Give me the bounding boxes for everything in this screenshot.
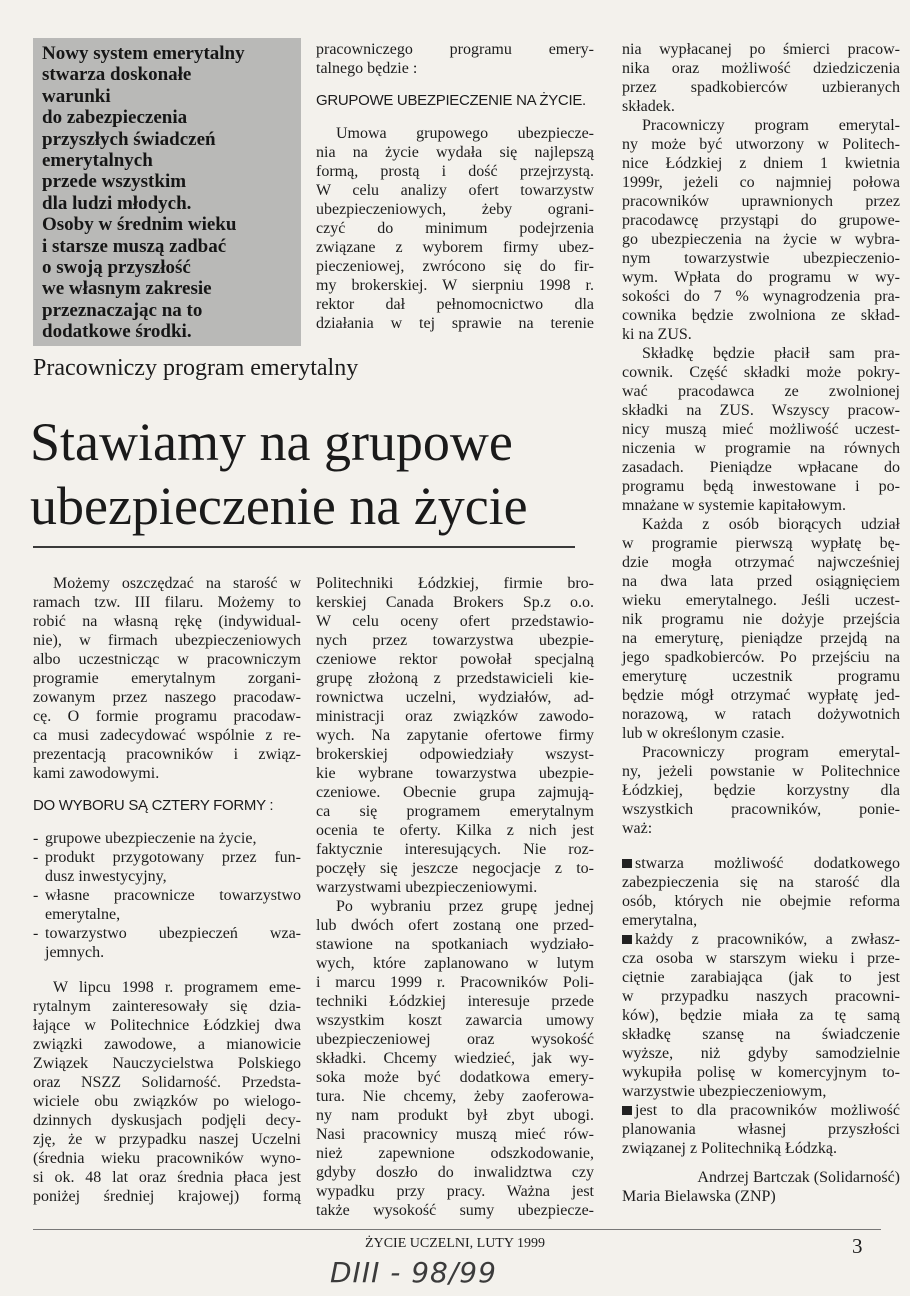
- text-line: cownik. Część składki może pokry-: [622, 364, 900, 381]
- text-line: ministracji oraz związków zawodo-: [316, 708, 594, 725]
- text-line: wykupiła polisę w komercyjnym to-: [622, 1064, 900, 1081]
- text-line: (średnia wieku pracowników wyno-: [33, 1150, 301, 1167]
- square-bullet-icon: [622, 859, 632, 868]
- highlight-line: o swoją przyszłość: [42, 257, 191, 279]
- text-line: [622, 1101, 900, 1120]
- text-line: nież zapewnione odszkodowanie,: [316, 1145, 594, 1162]
- text-line: pieczeniowej, zwrócono się do fir-: [316, 258, 594, 275]
- section-heading: DO WYBORU SĄ CZTERY FORMY :: [33, 797, 274, 814]
- bullet-item: [622, 1101, 900, 1158]
- text-line: formą, prostą i dość przejrzystą.: [316, 163, 594, 180]
- highlight-line: i starsze muszą zadbać: [42, 235, 227, 257]
- text-line: ny może być utworzony w Politech-: [622, 136, 900, 153]
- text-line: waż:: [622, 820, 653, 837]
- text-line: wym. Wpłata do programu w wy-: [622, 269, 900, 286]
- highlight-line: emerytalnych: [42, 150, 153, 172]
- text-line: nice Łódzkiej z dniem 1 kwietnia: [622, 155, 900, 172]
- publication-footer: ŻYCIE UCZELNI, LUTY 1999: [365, 1236, 545, 1251]
- text-line: norazową, w ratach dożywotnich: [622, 706, 900, 723]
- text-line: my brokerskiej. W sierpniu 1998 r.: [316, 277, 594, 294]
- text-line: wych. Na zapytanie ofertowe firmy: [316, 727, 594, 744]
- text-line: w przypadku naszych pracowni-: [622, 988, 900, 1005]
- text-line: ki na ZUS.: [622, 326, 692, 343]
- text-line: programu będą inwestowane i po-: [622, 478, 900, 495]
- text-line: ny nam produkt był zbyt ubogi.: [316, 1107, 594, 1124]
- text-line: nia wypłacanej po śmierci pracow-: [622, 41, 900, 58]
- text-line: dusz inwestycyjny,: [45, 868, 167, 885]
- paragraph: [622, 40, 900, 116]
- text-line: produkt przygotowany przez fun-: [45, 849, 301, 866]
- text-line: albo uczestnicząc w pracowniczym: [33, 651, 301, 668]
- text-line: wszystkich pracowników, ponie-: [622, 801, 900, 818]
- text-line: pracowniczego programu emery-: [316, 41, 594, 58]
- square-bullet-icon: [622, 935, 632, 944]
- text-line: cę. O formie programu pracodaw-: [33, 708, 301, 725]
- paragraph: [622, 515, 900, 743]
- text-line: rytalnym zainteresowały się dzia-: [33, 998, 301, 1015]
- text-line: warzystwami ubezpieczeniowymi.: [316, 879, 538, 896]
- highlight-line: we własnym zakresie: [42, 278, 212, 300]
- text-line: lub w określonym czasie.: [622, 725, 785, 742]
- text-line: faktycznie interesujących. Nie roz-: [316, 841, 594, 858]
- text-line: jemnych.: [45, 944, 105, 961]
- text-line: na dwa lata przed osiągnięciem: [622, 573, 900, 590]
- text-line: Andrzej Bartczak (Solidarność): [697, 1169, 900, 1186]
- text-line: grupę złożoną z przedstawicieli kie-: [316, 670, 594, 687]
- highlight-box: [33, 38, 301, 346]
- text-line: nicy muszą mieć możliwość uczest-: [622, 421, 900, 438]
- text-line: czeniowe rektor powołał specjalną: [316, 651, 594, 668]
- text-line: tura. Nie chcemy, żeby zaoferowa-: [316, 1088, 594, 1105]
- text-line: związane z wyborem firmy ubez-: [316, 239, 594, 256]
- handwritten-note: DIII - 98/99: [330, 1256, 497, 1289]
- list-dash: -: [33, 849, 39, 866]
- text-line: zję, że w przypadku naszej Uczelni: [33, 1131, 301, 1148]
- text: stwarza możliwość dodatkowego: [635, 855, 900, 872]
- text-line: talnego będzie :: [316, 60, 418, 77]
- text-line: łające w Politechnice Łódzkiej dwa: [33, 1017, 301, 1034]
- text-line: ny, jeżeli powstanie w Politechnice: [622, 763, 900, 780]
- text-line: W celu analizy ofert towarzystw: [316, 182, 594, 199]
- text-line: nym towarzystwie ubezpieczenio-: [622, 250, 900, 267]
- text-line: osób, których nie obejmie reforma: [622, 893, 900, 910]
- text-line: Każda z osób biorących udział: [642, 516, 900, 533]
- text-line: wyższe, niż gdyby samodzielnie: [622, 1045, 900, 1062]
- text-line: Łódzkiej, będzie korzystny dla: [622, 782, 900, 799]
- highlight-line: przeznaczając na to: [42, 299, 203, 321]
- text-line: Politechniki Łódzkiej, firmie bro-: [316, 575, 594, 592]
- text-line: Maria Bielawska (ZNP): [622, 1188, 776, 1205]
- text-line: pracowników uprawnionych przez: [622, 193, 900, 210]
- text: jest to dla pracowników możliwość: [635, 1102, 900, 1119]
- bullet-item: [622, 930, 900, 1101]
- text-line: grupowe ubezpieczenie na życie,: [45, 830, 257, 847]
- text-line: zasadach. Pieniądze wpłacane do: [622, 459, 900, 476]
- text-line: będzie mógł otrzymać wypłatę jed-: [622, 687, 900, 704]
- text-line: Po wybraniu przez grupę jednej: [336, 898, 594, 915]
- text-line: stawione na spotkaniach wydziało-: [316, 936, 594, 953]
- text-line: wszystkim koszt zawarcia umowy: [316, 1012, 594, 1029]
- list-dash: -: [33, 887, 39, 904]
- bullet-item: [622, 854, 900, 930]
- text-line: emerytalna,: [622, 912, 698, 929]
- text-line: składek.: [622, 98, 675, 115]
- list-item: [33, 924, 301, 962]
- text-line: dzie mogła otrzymać najwcześniej: [622, 554, 900, 571]
- text-line: gdyby doszło do inwalidztwa czy: [316, 1164, 594, 1181]
- highlight-line: warunki: [42, 85, 111, 107]
- text-line: dzinnych dyskusjach podjęli decy-: [33, 1112, 301, 1129]
- text-line: pracodawcę przystąpi do grupowe-: [622, 212, 900, 229]
- highlight-line: przede wszystkim: [42, 171, 187, 193]
- list-item: [33, 886, 301, 924]
- text-line: ca musi zadecydować wspólnie z re-: [33, 727, 301, 744]
- text-line: kami zawodowymi.: [33, 765, 160, 782]
- text-line: związanej z Politechniką Łódzką.: [622, 1140, 838, 1157]
- text-line: czyć do minimum podejrzenia: [316, 220, 594, 237]
- column-2-top: [316, 40, 594, 333]
- list-item: [33, 848, 301, 886]
- text-line: robić na własną rękę (indywidual-: [33, 613, 301, 630]
- text-line: nik programu nie dożyje przejścia: [622, 611, 900, 628]
- text-line: cownika będzie zwolniona ze skład-: [622, 307, 900, 324]
- text-line: niczenia w programie na równych: [622, 440, 900, 457]
- text-line: Pracowniczy program emerytal-: [642, 744, 900, 761]
- text-line: emeryturę uczestnik programu: [622, 668, 900, 685]
- text-line: także wysokość sumy ubezpiecze-: [316, 1202, 594, 1219]
- text-line: ca się programem emerytalnym: [316, 803, 594, 820]
- highlight-line: stwarza doskonałe: [42, 64, 192, 86]
- headline-line-2: ubezpieczenie na życie: [30, 476, 528, 536]
- text-line: wać pracodawca ze zwolnionej: [622, 383, 900, 400]
- text-line: składki. Chcemy wiedzieć, jak wy-: [316, 1050, 594, 1067]
- text-line: ubezpieczeniowych, żeby ograni-: [316, 201, 594, 218]
- text-line: 1999r, jeżeli co najmniej połowa: [622, 174, 900, 191]
- highlight-line: Osoby w średnim wieku: [42, 214, 237, 236]
- text-line: si ok. 48 lat oraz średnia płaca jest: [33, 1169, 301, 1186]
- text-line: działania w tej sprawie na terenie: [316, 315, 594, 332]
- text-line: poczęły się jeszcze negocjacje z to-: [316, 860, 594, 877]
- square-bullet-icon: [622, 1106, 632, 1115]
- column-3: [622, 40, 900, 1206]
- section-heading: GRUPOWE UBEZPIECZENIE NA ŻYCIE.: [316, 92, 586, 109]
- text-line: warzystwie ubezpieczeniowym,: [622, 1083, 827, 1100]
- text-line: planowania własnej przyszłości: [622, 1121, 900, 1138]
- text-line: ciętnie zarabiająca (jak to jest: [622, 969, 900, 986]
- text-line: W celu oceny ofert przedstawio-: [316, 613, 594, 630]
- text-line: mnażane w systemie kapitałowym.: [622, 497, 846, 514]
- text-line: lub dwóch ofert zostaną one przed-: [316, 917, 594, 934]
- text-line: Składkę będzie płacił sam pra-: [642, 345, 900, 362]
- paragraph: [622, 743, 900, 838]
- article-kicker: Pracowniczy program emerytalny: [33, 355, 359, 381]
- paragraph: [316, 574, 594, 897]
- text-line: oraz NSZZ Solidarność. Przedsta-: [33, 1074, 301, 1091]
- text-line: składki na ZUS. Wszyscy pracow-: [622, 402, 900, 419]
- text-line: czeniowe. Obecnie grupa zajmują-: [316, 784, 594, 801]
- text-line: W lipcu 1998 r. programem eme-: [53, 979, 301, 996]
- text-line: rektor dał pełnomocnictwo dla: [316, 296, 594, 313]
- text-line: emerytalne,: [45, 906, 121, 923]
- headline-rule: [33, 546, 575, 548]
- text-line: go ubezpieczenia na życie w wybra-: [622, 231, 900, 248]
- list-dash: -: [33, 830, 39, 847]
- paragraph: [33, 978, 301, 1206]
- text-line: programie emerytalnym zorgani-: [33, 670, 301, 687]
- text-line: ubezpieczeniowej oraz wysokość: [316, 1031, 594, 1048]
- text-line: brokerskiej odpowiedziały wszyst-: [316, 746, 594, 763]
- signature: [622, 1168, 900, 1206]
- text-line: [622, 930, 900, 949]
- text-line: nych przez towarzystwa ubezpie-: [316, 632, 594, 649]
- text-line: i marcu 1999 r. Pracowników Poli-: [316, 974, 594, 991]
- headline-line-1: Stawiamy na grupowe: [30, 412, 513, 472]
- page-number: 3: [852, 1234, 863, 1258]
- text-line: własne pracownicze towarzystwo: [45, 887, 301, 904]
- highlight-line: dla ludzi młodych.: [42, 192, 192, 214]
- text-line: cza osoba w starszym wieku i prze-: [622, 950, 900, 967]
- column-2: [316, 574, 594, 1220]
- highlight-line: Nowy system emerytalny: [42, 43, 245, 64]
- column-1: [33, 574, 301, 1206]
- highlight-line: dodatkowe środki.: [42, 321, 192, 343]
- text: każdy z pracowników, a zwłasz-: [635, 931, 900, 948]
- text-line: Związek Nauczycielstwa Polskiego: [33, 1055, 301, 1072]
- text-line: nika oraz możliwość dziedziczenia: [622, 60, 900, 77]
- text-line: prezentacją pracowników i związ-: [33, 746, 301, 763]
- paragraph: [33, 574, 301, 783]
- text-line: Nasi pracownicy muszą mieć rów-: [316, 1126, 594, 1143]
- list-item: [33, 829, 301, 848]
- text-line: składkę szansę na świadczenie: [622, 1026, 900, 1043]
- highlight-line: przyszłych świadczeń: [42, 128, 216, 150]
- text-line: techniki Łódzkiej interesuje przede: [316, 993, 594, 1010]
- text-line: wych, które zaplanowano w lutym: [316, 955, 594, 972]
- text-line: kerskiej Canada Brokers Sp.z o.o.: [316, 594, 594, 611]
- paragraph: [622, 344, 900, 515]
- text-line: Pracowniczy program emerytal-: [642, 117, 900, 134]
- text-line: nie), w firmach ubezpieczeniowych: [33, 632, 301, 649]
- highlight-line: do zabezpieczenia: [42, 107, 188, 129]
- paragraph: [622, 116, 900, 344]
- text-line: Umowa grupowego ubezpiecze-: [336, 125, 594, 142]
- text-line: sokości do 7 % wynagrodzenia pra-: [622, 288, 900, 305]
- text-line: jego spadkobierców. Po przejściu na: [622, 649, 900, 666]
- text-line: kie wybrane towarzystwa ubezpie-: [316, 765, 594, 782]
- text-line: nia na życie wydała się najlepszą: [316, 144, 594, 161]
- text-line: w programie pierwszą wypłatę bę-: [622, 535, 900, 552]
- text-line: wypadku przy pracy. Ważna jest: [316, 1183, 594, 1200]
- text-line: Możemy oszczędzać na starość w: [53, 575, 301, 592]
- paragraph: [316, 897, 594, 1220]
- text-line: soka może być dodatkowa emery-: [316, 1069, 594, 1086]
- text-line: związki zawodowe, a mianowicie: [33, 1036, 301, 1053]
- footer-rule: [33, 1229, 881, 1230]
- paragraph: [316, 40, 594, 78]
- text-line: wiciele obu związków po wielogo-: [33, 1093, 301, 1110]
- text-line: na emeryturę, pieniądze przejdą na: [622, 630, 900, 647]
- text-line: wieku emerytalnego. Jeśli uczest-: [622, 592, 900, 609]
- list-dash: -: [33, 925, 39, 942]
- text-line: przez spadkobierców uzbieranych: [622, 79, 900, 96]
- text-line: [622, 854, 900, 873]
- text-line: zabezpieczenia się na starość dla: [622, 874, 900, 891]
- text-line: towarzystwo ubezpieczeń wza-: [45, 925, 301, 942]
- text-line: rownictwa uczelni, wydziałów, ad-: [316, 689, 594, 706]
- text-line: poniżej średniej krajowej) formą: [33, 1188, 301, 1205]
- text-line: zowanym przez naszego pracodaw-: [33, 689, 301, 706]
- text-line: ramach tzw. III filaru. Możemy to: [33, 594, 301, 611]
- text-line: ków), będzie miała za tę samą: [622, 1007, 900, 1024]
- paragraph: [316, 124, 594, 333]
- text-line: ocenia te oferty. Kilka z nich jest: [316, 822, 594, 839]
